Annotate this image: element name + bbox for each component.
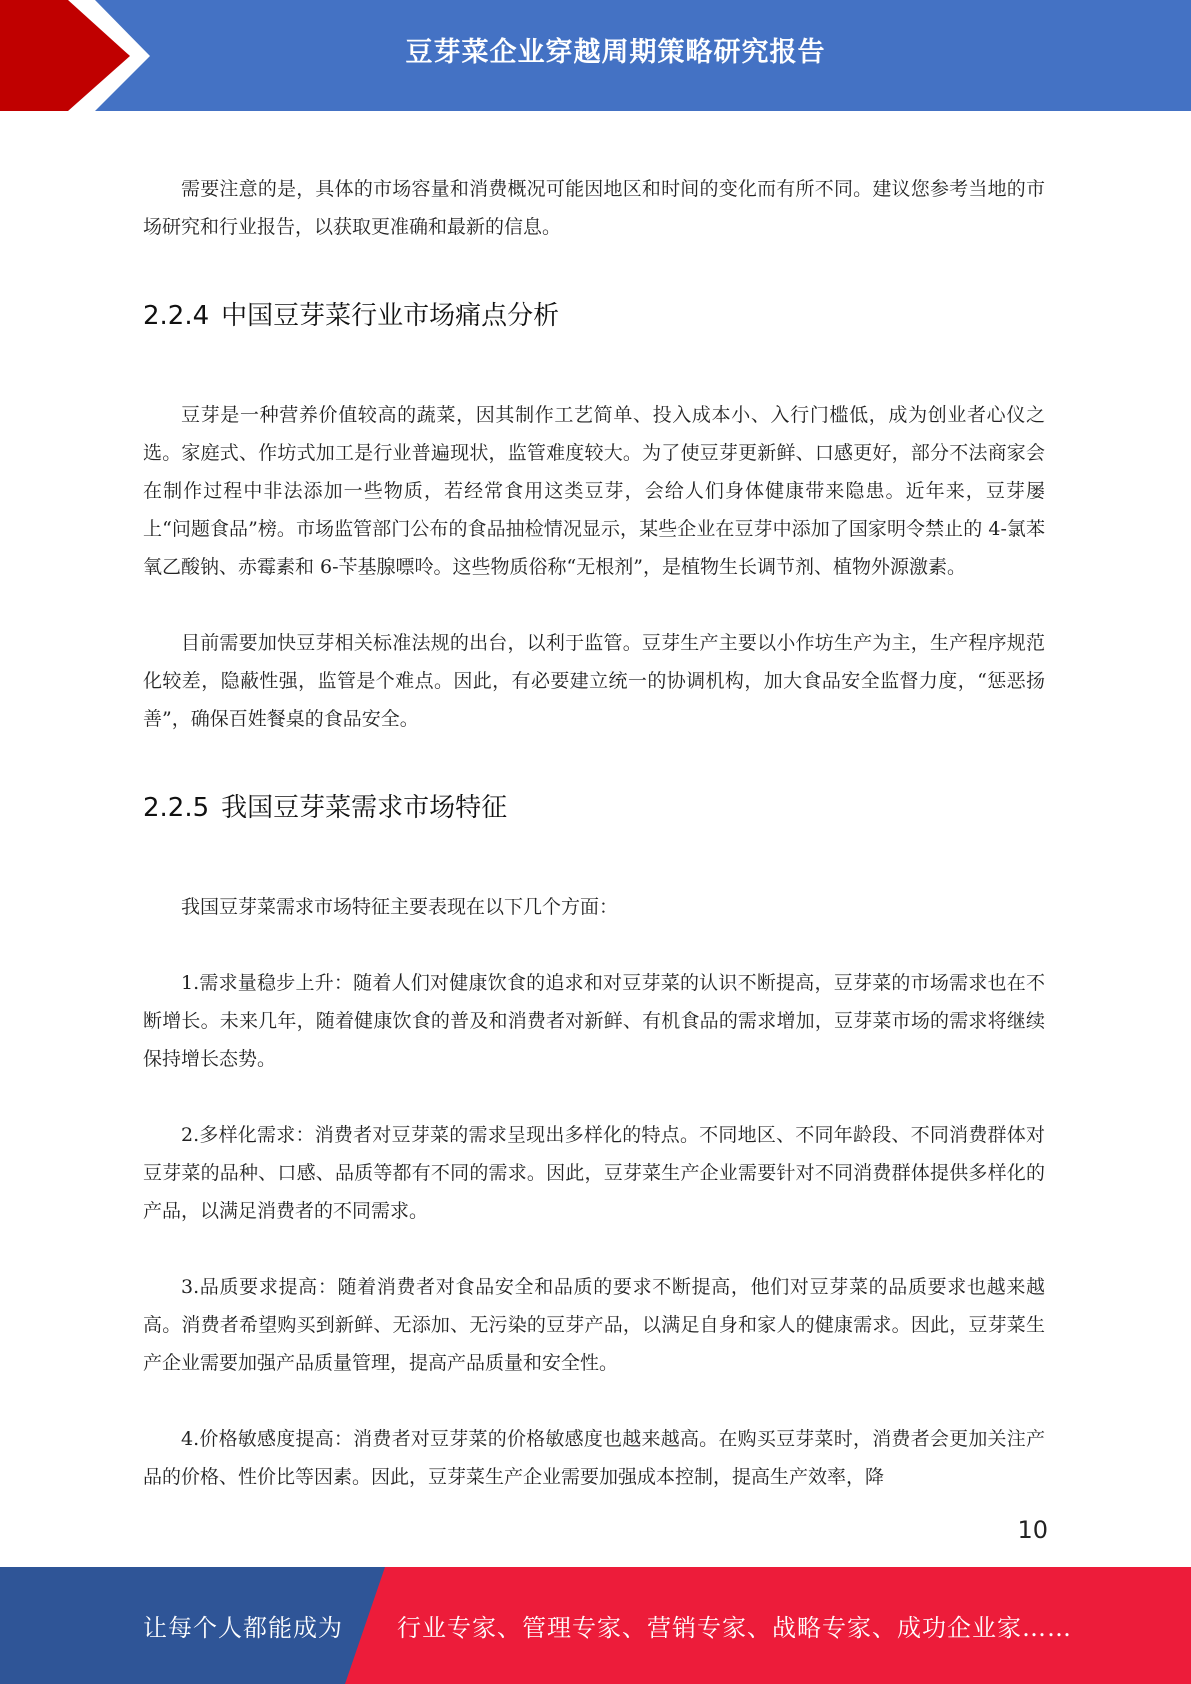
list-item: 3.品质要求提高：随着消费者对食品安全和品质的要求不断提高，他们对豆芽菜的品质要求也越来越高。消费者希望购买到新鲜、无添加、无污染的豆芽产品，以满足自身和家人的健康需求。因此，豆芽菜生产企业需要加强产品质量管理，提高产品质量和安全性。 [143,1276,1045,1374]
list-item: 2.多样化需求：消费者对豆芽菜的需求呈现出多样化的特点。不同地区、不同年龄段、不同消费群体对豆芽菜的品种、口感、品质等都有不同的需求。因此，豆芽菜生产企业需要针对不同消费群体提供多样化的产品，以满足消费者的不同需求。 [143,1124,1045,1222]
report-title: 豆芽菜企业穿越周期策略研究报告 [405,37,826,68]
section-title: 我国豆芽菜需求市场特征 [221,793,508,823]
paragraph: 我国豆芽菜需求市场特征主要表现在以下几个方面： [181,896,619,918]
page-number: 10 [1017,1516,1048,1544]
paragraph: 豆芽是一种营养价值较高的蔬菜，因其制作工艺简单、投入成本小、入行门槛低，成为创业者心仪之选。家庭式、作坊式加工是行业普遍现状，监管难度较大。为了使豆芽更新鲜、口感更好，部分不法商家会在制作过程中非法添加一些物质，若经常食用这类豆芽，会给人们身体健康带来隐患。近年来，豆芽屡上“问题食品”榜。市场监管部门公布的食品抽检情况显示，某些企业在豆芽中添加了国家明令禁止的 4-氯苯氧乙酸钠、赤霉素和 6-苄基腺嘌呤。这些物质俗称“无根剂”，是植物生长调节剂、植物外源激素。 [143,404,1045,578]
section-title: 中国豆芽菜行业市场痛点分析 [221,301,560,331]
paragraph: 目前需要加快豆芽相关标准法规的出台，以利于监管。豆芽生产主要以小作坊生产为主，生产程序规范化较差，隐蔽性强，监管是个难点。因此，有必要建立统一的协调机构，加大食品安全监督力度，“惩恶扬善”，确保百姓餐桌的食品安全。 [143,632,1045,730]
section-heading-2-2-4 [143,296,1045,336]
page-header [0,0,1191,111]
list-item: 1.需求量稳步上升：随着人们对健康饮食的追求和对豆芽菜的认识不断提高，豆芽菜的市场需求也在不断增长。未来几年，随着健康饮食的普及和消费者对新鲜、有机食品的需求增加，豆芽菜市场的需求将继续保持增长态势。 [143,972,1045,1070]
page-footer [0,1567,1191,1684]
section-heading-2-2-5 [143,788,1045,828]
list-item: 4.价格敏感度提高：消费者对豆芽菜的价格敏感度也越来越高。在购买豆芽菜时，消费者会更加关注产品的价格、性价比等因素。因此，豆芽菜生产企业需要加强成本控制，提高生产效率，降 [143,1428,1045,1488]
intro-paragraph: 需要注意的是，具体的市场容量和消费概况可能因地区和时间的变化而有所不同。建议您参考当地的市场研究和行业报告，以获取更准确和最新的信息。 [143,178,1045,238]
section-number: 2.2.5 [143,793,210,823]
section-number: 2.2.4 [143,301,210,331]
page-content [143,170,1045,1496]
footer-slogan-left: 让每个人都能成为 [143,1614,343,1642]
footer-slogan-right: 行业专家、管理专家、营销专家、战略专家、成功企业家…… [397,1614,1072,1642]
